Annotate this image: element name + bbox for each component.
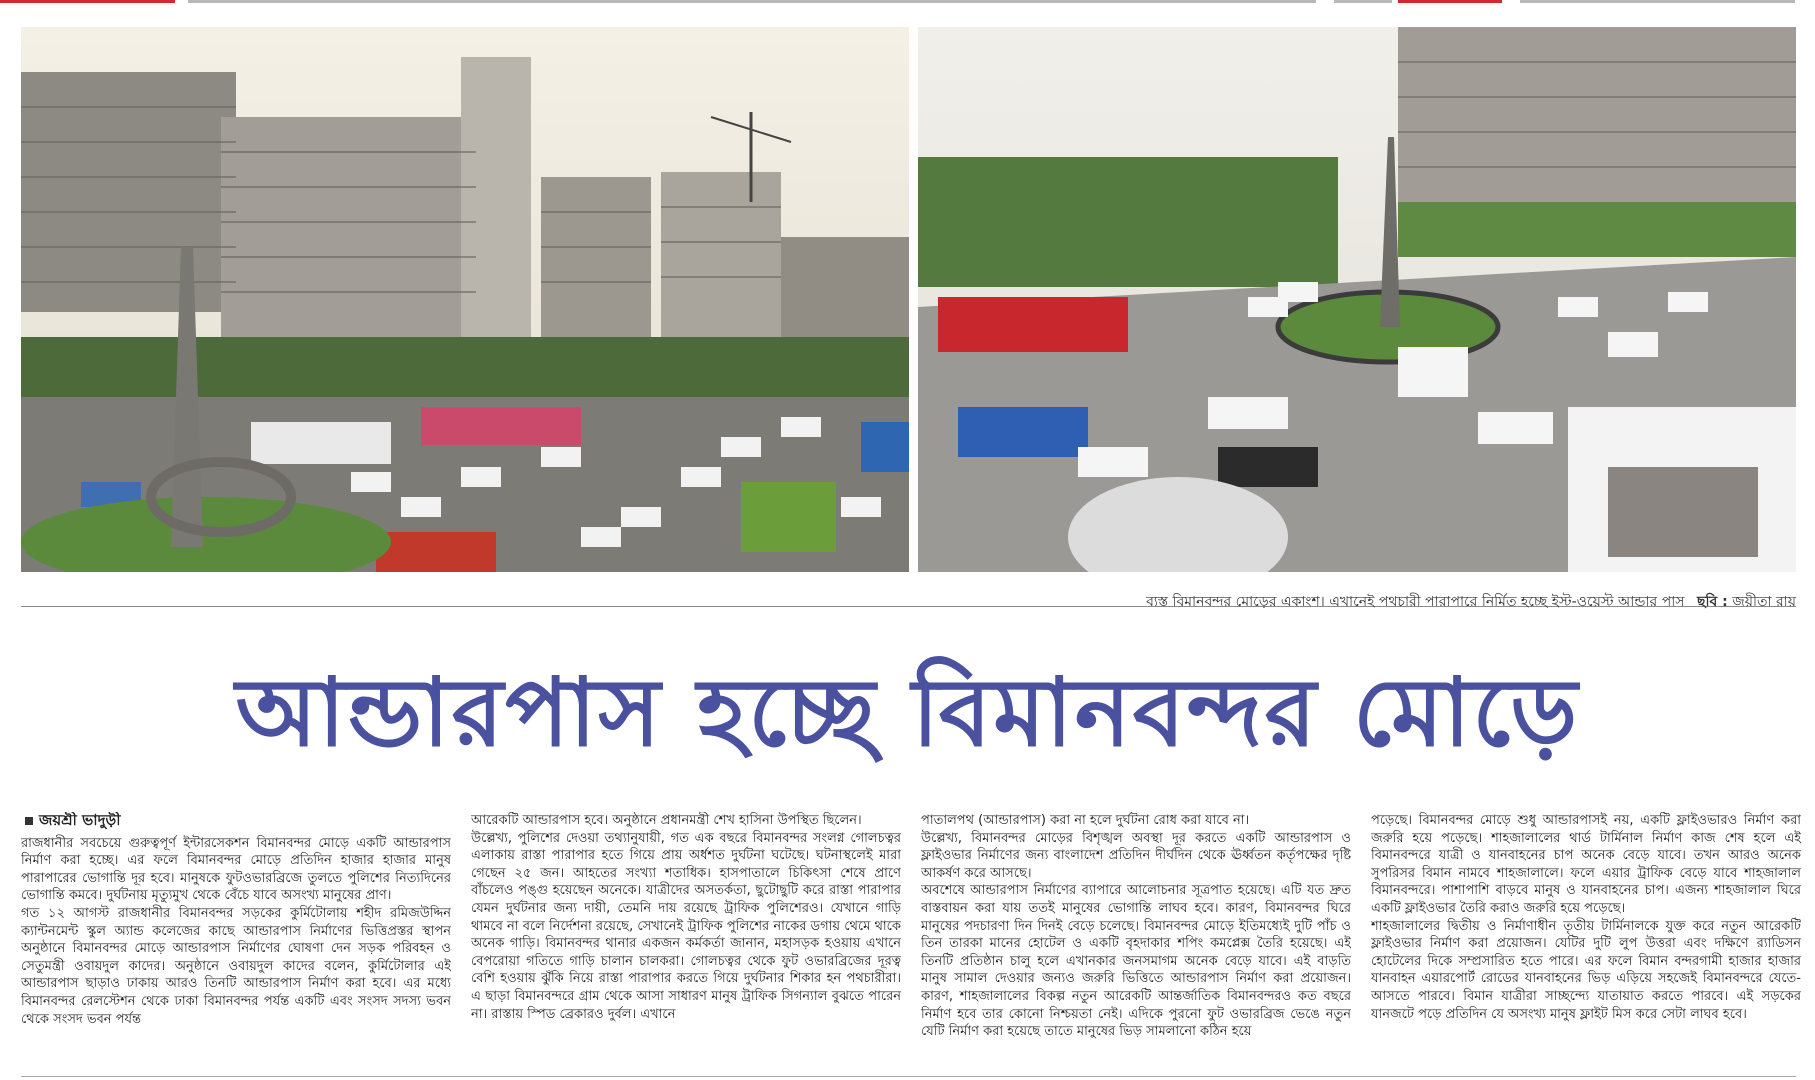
article-column-1 [21, 812, 451, 1077]
paragraph: গত ১২ আগস্ট রাজধানীর বিমানবন্দর সড়কের কুর্মিটোলায় শহীদ রমিজউদ্দিন ক্যান্টনমেন্ট স্কুল অ্যান্ড কলেজের কাছে আন্ডারপাস নির্মাণের ভিত্তিপ্রস্তর স্থাপন অনুষ্ঠানে বিমানবন্দর মোড়ে আন্ডারপাস নির্মাণের ঘোষণা দেন সড়ক পরিবহন ও সেতুমন্ত্রী ওবায়দুল কাদের। অনুষ্ঠানে ওবায়দুল কাদের বলেন, কুর্মিটোলার এই আন্ডারপাস ছাড়াও ঢাকায় আরও তিনটি আন্ডারপাস নির্মাণ করা হবে। এর মধ্যে বিমানবন্দর রেলস্টেশন থেকে ঢাকা বিমানবন্দর পর্যন্ত একটি এবং সংসদ সদস্য ভবন থেকে সংসদ ভবন পর্যন্ত [21, 905, 451, 1027]
photo-caption [1146, 590, 1796, 614]
headline: আন্ডারপাস হচ্ছে বিমানবন্দর মোড়ে [235, 659, 1580, 768]
article-column-4 [1371, 812, 1801, 1077]
top-rule-red-right [1398, 0, 1502, 3]
paragraph: উল্লেখ্য, পুলিশের দেওয়া তথ্যানুযায়ী, গত এক বছরে বিমানবন্দর সংলগ্ন গোলচত্বর এলাকায় রাস্তা পারাপার হতে গিয়ে প্রায় অর্ধশত দুর্ঘটনা ঘটেছে। ঘটনাস্থলেই মারা গেছেন ২৫ জন। আহতের সংখ্যা শতাধিক। হাসপাতালে চিকিৎসা শেষে প্রাণে বাঁচলেও পঙ্গু হয়েছেন অনেকে। যাত্রীদের অসতর্কতা, ছুটোছুটি করে রাস্তা পারাপার যেমন দুর্ঘটনার জন্য দায়ী, তেমনি দায় রয়েছে ট্রাফিক পুলিশেরও। যেখানে গাড়ি থামবে না বলে নির্দেশনা রয়েছে, সেখানেই ট্রাফিক পুলিশের নাকের ডগায় থেমে থাকে অনেক গাড়ি। বিমানবন্দর থানার একজন কর্মকর্তা জানান, মহাসড়ক হওয়ায় এখানে বেপরোয়া গতিতে গাড়ি চালান চালকরা। গোলচত্বর থেকে ফুট ওভারব্রিজের দূরত্ব বেশি হওয়ায় ঝুঁকি নিয়ে রাস্তা পারাপার করতে গিয়ে দুর্ঘটনার শিকার হন পথচারীরা। এ ছাড়া বিমানবন্দরে গ্রাম থেকে আসা সাধারণ মানুষ ট্রাফিক সিগন্যাল বুঝতে পারেন না। রাস্তায় স্পিড ব্রেকারও দুর্বল। এখানে [471, 830, 901, 1022]
paragraph: আরেকটি আন্ডারপাস হবে। অনুষ্ঠানে প্রধানমন্ত্রী শেখ হাসিনা উপস্থিত ছিলেন। [471, 813, 862, 828]
top-rule-gray [188, 0, 1316, 3]
article-column-2 [471, 812, 901, 1077]
paragraph: পাতালপথ (আন্ডারপাস) করা না হলে দুর্ঘটনা রোধ করা যাবে না। [921, 813, 1250, 828]
caption-text: ব্যস্ত বিমানবন্দর মোড়ের একাংশ। এখানেই পথচারী পারাপারে নির্মিত হচ্ছে ইস্ট-ওয়েস্ট আন্ডার পাস [1146, 594, 1685, 610]
byline-name: জয়শ্রী ভাদুড়ী [39, 812, 121, 829]
photo-credit-label: ছবি : [1696, 594, 1728, 610]
photo-airport-roundabout-traffic [918, 27, 1796, 572]
article-body [21, 812, 1801, 1077]
top-rule-gray-small [1334, 0, 1392, 3]
paragraph: অবশেষে আন্ডারপাস নির্মাণের ব্যাপারে আলোচনার সূত্রপাত হয়েছে। এটি যত দ্রুত বাস্তবায়ন করা যায় ততই মানুষের ভোগান্তি লাঘব হবে। কারণ, বিমানবন্দর ঘিরে মানুষের পদচারণা দিন দিনই বেড়ে চলেছে। বিমানবন্দর মোড়ে ইতিমধ্যেই দুটি পাঁচ ও তিন তারকা মানের হোটেল ও একটি বৃহদাকার শপিং কমপ্লেক্স তৈরি হয়েছে। এই তিনটি প্রতিষ্ঠান চালু হলে এখানকার জনসমাগম অনেক বেড়ে যাবে। এই বাড়তি মানুষ সামাল দেওয়ার জন্যও জরুরি ভিত্তিতে আন্ডারপাস নির্মাণ করা প্রয়োজন। কারণ, শাহজালালের বিকল্প নতুন আরেকটি আন্তর্জাতিক বিমানবন্দরও কত বছরে নির্মাণ হবে তার কোনো নিশ্চয়তা নেই। এদিকে পুরনো ফুট ওভারব্রিজ ভেঙে নতুন যেটি নির্মাণ করা হয়েছে তাতে মানুষের ভিড় সামলানো কঠিন হয়ে [921, 883, 1351, 1040]
photo-airport-junction-construction [21, 27, 909, 572]
paragraph: রাজধানীর সবচেয়ে গুরুত্বপূর্ণ ইন্টারসেকশন বিমানবন্দর মোড়ে একটি আন্ডারপাস নির্মাণ করা হচ্ছে। এর ফলে বিমানবন্দর মোড়ে প্রতিদিন হাজার হাজার মানুষ পারাপারের ভোগান্তি দূর হবে। মানুষকে ফুটওভারব্রিজে তুলতে পুলিশের নিত্যদিনের ভোগান্তি কমবে। দুর্ঘটনায় মৃত্যুমুখ থেকে বেঁচে যাবে অসংখ্য মানুষের প্রাণ। [21, 835, 451, 904]
paragraph: শাহজালালের দ্বিতীয় ও নির্মাণাধীন তৃতীয় টার্মিনালকে যুক্ত করে নতুন আরেকটি ফ্লাইওভার নির্মাণ করা প্রয়োজন। যেটির দুটি লুপ উত্তরা এবং দক্ষিণে র‌্যাডিসন হোটেলের দিকে সম্প্রসারিত হতে পারে। এর ফলে বিমান বন্দরগামী হাজার হাজার যানবাহন এয়ারপোর্ট রোডের যানবাহনের ভিড় এড়িয়ে সহজেই বিমানবন্দরে যেতে-আসতে পারবে। বিমান যাত্রীরা সাচ্ছন্দ্যে যাতায়াত করতে পারবে। এই সড়কের যানজটে পড়ে প্রতিদিন যে অসংখ্য মানুষ ফ্লাইট মিস করে সেটা লাঘব হবে। [1371, 918, 1801, 1022]
top-rule-gray-right [1520, 0, 1795, 3]
paragraph: পড়েছে। বিমানবন্দর মোড়ে শুধু আন্ডারপাসই নয়, একটি ফ্লাইওভারও নির্মাণ করা জরুরি হয়ে পড়েছে। শাহজালালের থার্ড টার্মিনাল নির্মাণ কাজ শেষ হলে এই বিমানবন্দরে যাত্রী ও যানবাহনের চাপ অনেক বেড়ে যাবে। তখন আরও অনেক সুপরিসর বিমান নামবে শাহজালালে। ফলে এয়ার ট্রাফিক বেড়ে যাবে শাহজালাল বিমানবন্দরে। পাশাপাশি বাড়বে মানুষ ও যানবাহনের চাপ। এজন্য শাহজালাল ঘিরে একটি ফ্লাইওভার তৈরি করাও জরুরি হয়ে পড়েছে। [1371, 813, 1801, 916]
photo-credit: জয়ীতা রায় [1732, 594, 1796, 610]
bottom-rule [21, 1076, 1796, 1077]
top-rule-red-left [0, 0, 175, 3]
byline [21, 812, 451, 830]
paragraph: উল্লেখ্য, বিমানবন্দর মোড়ের বিশৃঙ্খল অবস্থা দূর করতে একটি আন্ডারপাস ও ফ্লাইওভার নির্মাণের জন্য বাংলাদেশ প্রতিদিন দীর্ঘদিন থেকে ঊর্ধ্বতন কর্তৃপক্ষের দৃষ্টি আকর্ষণ করে আসছে। [921, 830, 1351, 881]
article-column-3 [921, 812, 1351, 1077]
byline-bullet-icon [25, 817, 33, 825]
